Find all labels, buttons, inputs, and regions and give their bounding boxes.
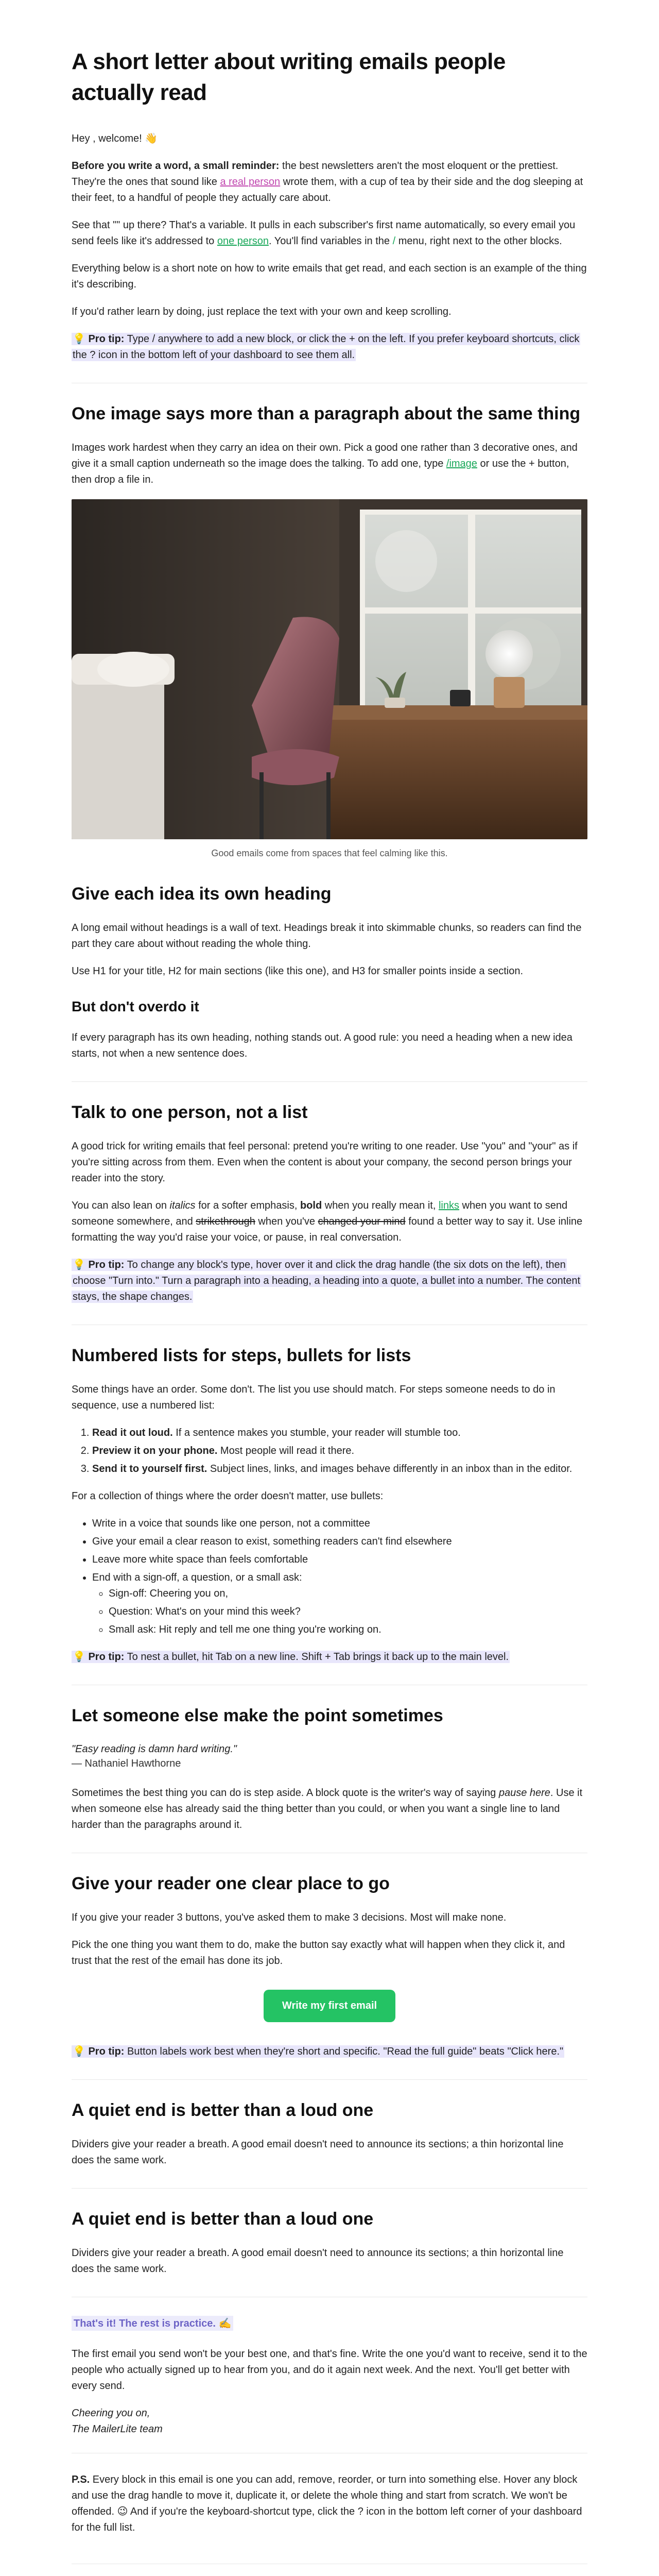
headings-paragraph-1: A long email without headings is a wall of text. Headings break it into skimmable chunks, so readers can find the part they care about without reading the whole thing.	[72, 922, 582, 950]
pro-tip-label: 💡 Pro tip:	[73, 2046, 125, 2057]
headings-paragraph-3: If every paragraph has its own heading, nothing stands out. A good rule: you need a heading when a new idea starts, not when a new sentence does.	[72, 1032, 573, 1059]
pro-tip	[72, 331, 587, 363]
pro-tip	[72, 2044, 587, 2060]
image-command-link[interactable]: /image	[446, 458, 477, 469]
ps-label: P.S.	[72, 2474, 90, 2485]
pro-tip-text: To change any block's type, hover over it and click the drag handle (the six dots on the left), then choose "Turn into." Turn a paragraph into a heading, a heading into a quote, a bullet into a number. The content stays, the shape changes.	[73, 1259, 580, 1302]
section-title-headings: Give each idea its own heading	[72, 884, 332, 904]
divider	[72, 1081, 587, 1082]
quiet-paragraph-2: Dividers give your reader a breath. A good email doesn't need to announce its sections; a thin horizontal line does the same work.	[72, 2247, 564, 2275]
step-bold: Preview it on your phone.	[92, 1445, 218, 1456]
headings-paragraph-2: Use H1 for your title, H2 for main sections (like this one), and H3 for smaller points inside a section.	[72, 965, 524, 977]
person-paragraph-2	[72, 1198, 587, 1246]
step-text: Subject lines, links, and images behave differently in an inbox than in the editor.	[207, 1463, 573, 1475]
cta-paragraph-1: If you give your reader 3 buttons, you've asked them to make 3 decisions. Most will make none.	[72, 1912, 507, 1923]
pro-tip-text: Type / anywhere to add a new block, or click the + on the left. If you prefer keyboard shortcuts, click the ? icon in the bottom left of your dashboard to see them all.	[73, 333, 580, 361]
pro-tip-text: Button labels work best when they're short and specific. "Read the full guide" beats "Click here."	[124, 2046, 564, 2057]
divider	[72, 2079, 587, 2080]
page-title: A short letter about writing emails people actually read	[72, 49, 506, 105]
step-text: If a sentence makes you stumble, your reader will stumble too.	[172, 1427, 461, 1438]
email-footer	[72, 2564, 587, 2576]
list-item: ◦ Small ask: Hit reply and tell me one thing you're working on.	[109, 1622, 587, 1638]
person-paragraph-1: A good trick for writing emails that feel personal: pretend you're writing to one reader. Use "you" and "your" as if you're sitting across from them. Even when the content is about your company, the second person brings your reader into the story.	[72, 1141, 578, 1184]
person-text: when you've	[255, 1216, 318, 1227]
photo-caption: Good emails come from spaces that feel calming like this.	[211, 848, 448, 858]
lists-paragraph-2: For a collection of things where the order doesn't matter, use bullets:	[72, 1490, 384, 1502]
quote-paragraph	[72, 1785, 587, 1833]
cta-paragraph-2: Pick the one thing you want them to do, make the button say exactly what will happen when they click it, and trust that the rest of the email has done its job.	[72, 1939, 565, 1967]
step-text: Most people will read it there.	[217, 1445, 355, 1456]
cta-button-wrap	[72, 1990, 587, 2022]
step-bold: Read it out loud.	[92, 1427, 173, 1438]
block-quote	[72, 1742, 587, 1771]
quote-author: — Nathaniel Hawthorne	[72, 1758, 181, 1769]
person-text: when you want to send someone somewhere, and	[72, 1200, 568, 1227]
ps-text: Every block in this email is one you can add, remove, reorder, or turn into something else. Hover any block and use the drag handle to move it, duplicate it, or delete the whole thing and start from scratch. We won't be offended. 😉 And if you're the keyboard-shortcut type, click the ? icon in the bottom left corner of your dashboard for the full list.	[72, 2474, 582, 2533]
list-item: • Write in a voice that sounds like one person, not a committee	[92, 1516, 587, 1532]
sign-off: Cheering you on,	[72, 2408, 150, 2419]
nested-bullet-list	[92, 1586, 587, 1638]
person-text: found a better way to say it. Use inline formatting the way you'd raise your voice, or pause, in real conversation.	[72, 1216, 583, 1243]
pro-tip-text: To nest a bullet, hit Tab on a new line. Shift + Tab brings it back up to the main level.	[124, 1651, 509, 1663]
intro-paragraph-3: Everything below is a short note on how to write emails that get read, and each section is an example of the thing it's describing.	[72, 263, 587, 290]
pro-tip-label: 💡 Pro tip:	[73, 1259, 125, 1270]
numbered-list	[72, 1425, 587, 1477]
quote-text: "Easy reading is damn hard writing."	[72, 1743, 237, 1755]
pro-tip	[72, 1649, 587, 1665]
pause-here-italic: pause here	[498, 1787, 550, 1799]
divider	[72, 2188, 587, 2189]
signature	[72, 2405, 587, 2437]
ps-paragraph	[72, 2472, 587, 2536]
write-first-email-button[interactable]: Write my first email	[264, 1990, 395, 2022]
slash-menu-hint: /	[392, 235, 396, 247]
list-item-text: End with a sign-off, a question, or a small ask:	[92, 1572, 302, 1583]
image-section-paragraph	[72, 440, 587, 488]
bullet-list	[72, 1516, 587, 1638]
intro-paragraph-2	[72, 217, 587, 249]
intro-text: . You'll find variables in the	[268, 235, 393, 247]
greeting: Hey , welcome! 👋	[72, 133, 158, 144]
pro-tip-label: 💡 Pro tip:	[73, 333, 125, 345]
intro-text: See that "" up there? That's a variable. It pulls in each subscriber's first name automatically, so every email you send feels like it's addressed to	[72, 219, 576, 247]
section-title-quiet-end-2: A quiet end is better than a loud one	[72, 2209, 374, 2229]
image-section-text: or use the + button, then drop a file in.	[72, 458, 569, 485]
pro-tip-label: 💡 Pro tip:	[73, 1651, 125, 1663]
list-item: • Give your email a clear reason to exist, something readers can't find elsewhere	[92, 1534, 587, 1550]
quiet-paragraph: Dividers give your reader a breath. A good email doesn't need to announce its sections; a thin horizontal line does the same work.	[72, 2139, 564, 2166]
bold-example: bold	[300, 1200, 322, 1211]
list-item: • Leave more white space than feels comfortable	[92, 1552, 587, 1568]
intro-text: the best newsletters aren't the most eloquent or the prettiest. They're the ones that sound like	[72, 160, 559, 188]
list-item	[92, 1425, 587, 1441]
subsection-title-overdo: But don't overdo it	[72, 998, 199, 1014]
room-photo-illustration	[72, 499, 587, 839]
intro-text: wrote them, with a cup of tea by their side and the dog sleeping at their feet, to a handful of people they actually care about.	[72, 176, 583, 204]
section-title-quiet-end: A quiet end is better than a loud one	[72, 2100, 374, 2120]
closing-paragraph: The first email you send won't be your best one, and that's fine. Write the one you'd want to receive, send it to the people who actually signed up to hear from you, and do it again next week. And the next. You'll get better with every send.	[72, 2348, 587, 2392]
list-item	[92, 1443, 587, 1459]
email-content	[72, 0, 587, 2576]
intro-text: menu, right next to the other blocks.	[395, 235, 562, 247]
list-item: ◦ Question: What's on your mind this week?	[109, 1604, 587, 1620]
section-title-person: Talk to one person, not a list	[72, 1103, 308, 1122]
one-person-link[interactable]: one person	[217, 235, 269, 247]
section-title-quote: Let someone else make the point sometimes	[72, 1706, 443, 1725]
quote-section-text: Sometimes the best thing you can do is step aside. A block quote is the writer's way of saying	[72, 1787, 499, 1799]
strikethrough-example: strikethrough	[196, 1216, 255, 1227]
italics-example: italics	[169, 1200, 196, 1211]
hero-photo	[72, 499, 587, 839]
real-person-link[interactable]: a real person	[220, 176, 281, 188]
list-item	[92, 1570, 587, 1638]
strikethrough-example-2: changed your mind	[318, 1216, 406, 1227]
lists-paragraph-1: Some things have an order. Some don't. The list you use should match. For steps someone needs to do in sequence, use a numbered list:	[72, 1384, 556, 1411]
person-text: for a softer emphasis,	[195, 1200, 300, 1211]
list-item: ◦ Sign-off: Cheering you on,	[109, 1586, 587, 1602]
list-item	[92, 1461, 587, 1477]
sign-team: The MailerLite team	[72, 2424, 163, 2435]
intro-bold-lead: Before you write a word, a small reminder:	[72, 160, 280, 172]
step-bold: Send it to yourself first.	[92, 1463, 207, 1475]
intro-paragraph-1	[72, 158, 587, 206]
image-section-text: Images work hardest when they carry an idea on their own. Pick a good one rather than 3 decorative ones, and give it a small caption underneath so the image does the talking. To add one, type	[72, 442, 578, 469]
person-text: when you really mean it,	[322, 1200, 439, 1211]
section-title-cta: Give your reader one clear place to go	[72, 1874, 390, 1893]
practice-highlight: That's it! The rest is practice. ✍️	[72, 2316, 233, 2331]
quote-section-text: . Use it when someone else has already said the thing better than you could, or when you want a single line to land harder than the paragraphs around it.	[72, 1787, 583, 1831]
pro-tip	[72, 1257, 587, 1305]
section-title-image: One image says more than a paragraph about the same thing	[72, 404, 581, 423]
links-example-link[interactable]: links	[438, 1200, 459, 1211]
section-title-lists: Numbered lists for steps, bullets for lists	[72, 1346, 411, 1365]
intro-paragraph-4: If you'd rather learn by doing, just replace the text with your own and keep scrolling.	[72, 306, 452, 317]
person-text: You can also lean on	[72, 1200, 170, 1211]
